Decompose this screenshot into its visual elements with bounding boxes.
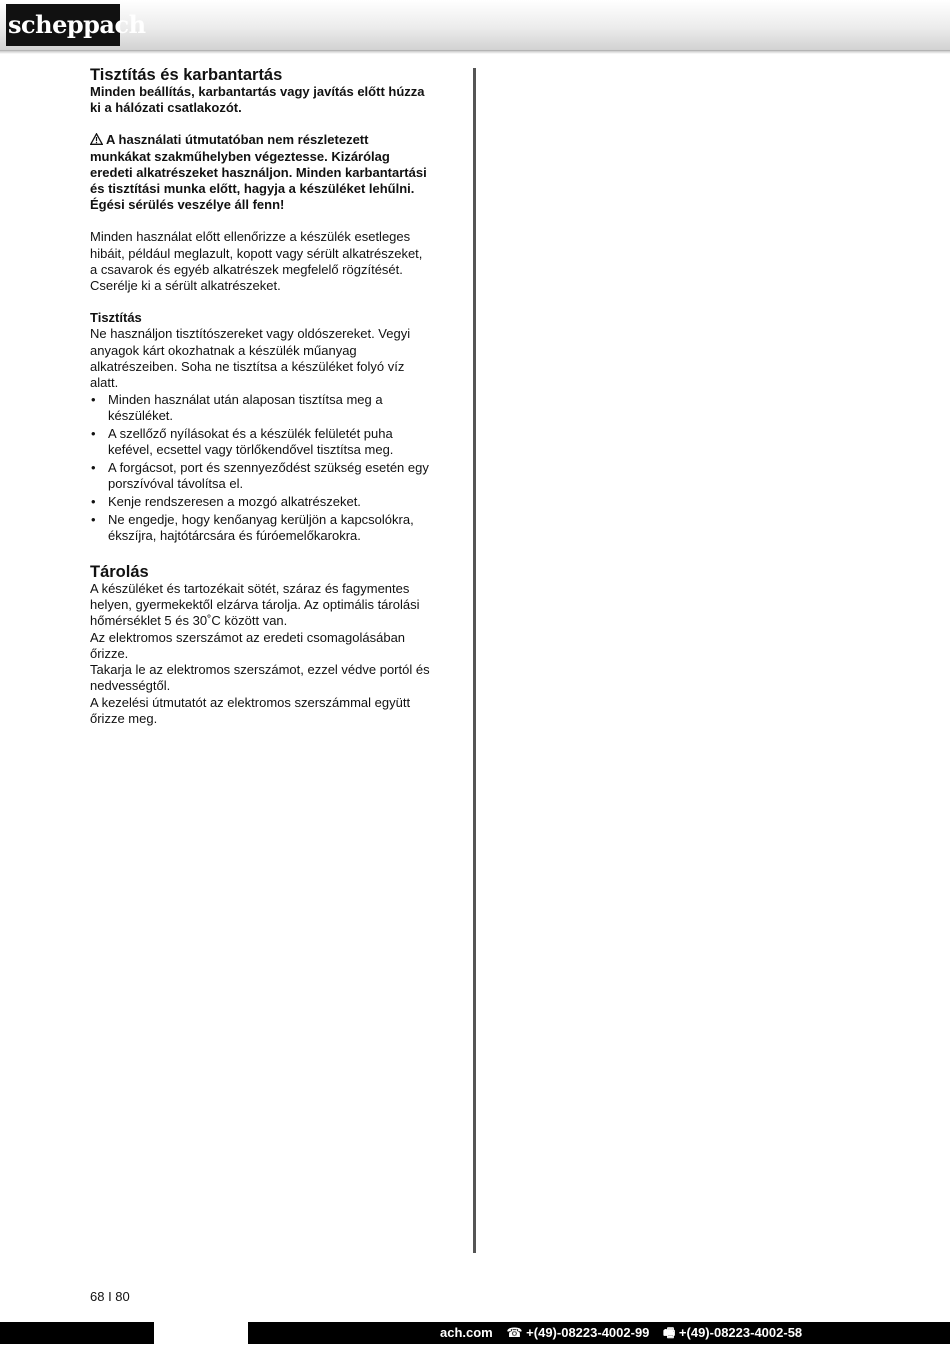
footer-bar bbox=[0, 1322, 950, 1344]
storage-paragraph: A kezelési útmutatót az elektromos szerszámmal együtt őrizze meg. bbox=[90, 694, 411, 726]
section-title-cleaning-maintenance: Tisztítás és karbantartás bbox=[90, 66, 283, 84]
list-item: • Ne engedje, hogy kenőanyag kerüljön a kapcsolókra, ékszíjra, hajtótárcsára és fúróemelőkarokra. bbox=[91, 511, 414, 543]
cleaning-heading: Tisztítás bbox=[90, 310, 142, 326]
storage-paragraph: A készüléket és tartozékait sötét, száraz és fagymentes helyen, gyermekektől elzárva tárolja. Az optimális tárolási hőmérséklet 5 és 30˚C között van. bbox=[90, 581, 420, 629]
safety-warning bbox=[90, 132, 432, 213]
brand-logo-text: scheppach bbox=[8, 10, 146, 39]
list-item: • Minden használat után alaposan tisztítsa meg a készüléket. bbox=[91, 392, 383, 424]
main-column bbox=[90, 66, 432, 727]
footer-phone: ☎ +(49)-08223-4002-99 bbox=[506, 1325, 650, 1340]
unplug-warning: Minden beállítás, karbantartás vagy javítás előtt húzza ki a hálózati csatlakozót. bbox=[90, 84, 425, 116]
footer-website[interactable]: ach.com bbox=[440, 1325, 493, 1340]
list-item: • A forgácsot, port és szennyeződést szükség esetén egy porszívóval távolítsa el. bbox=[91, 460, 429, 492]
list-item: • A szellőző nyílásokat és a készülék felületét puha kefével, ecsettel vagy törlőkendővel tisztítsa meg. bbox=[91, 426, 394, 458]
section-title-storage: Tárolás bbox=[90, 563, 149, 582]
footer-black-segment bbox=[0, 1322, 154, 1344]
header-shadow bbox=[0, 50, 950, 54]
brand-logo bbox=[6, 4, 146, 46]
list-item: • Kenje rendszeresen a mozgó alkatrészeket. bbox=[91, 493, 361, 509]
storage-paragraph: Az elektromos szerszámot az eredeti csomagolásában őrizze. bbox=[90, 629, 406, 661]
safety-warning-text: A használati útmutatóban nem részletezett munkákat szakműhelyben végeztesse. Kizárólag eredeti alkatrészeket használjon. Minden karbantartási és tisztítási munka előtt, hagyja a készüléket lehűlni. Égési sérülés veszélye áll fenn! bbox=[90, 132, 427, 213]
cleaning-bullet-list bbox=[90, 392, 432, 544]
inspection-paragraph: Minden használat előtt ellenőrizze a készülék esetleges hibáit, például meglazult, kopott vagy sérült alkatrészeket, a csavarok és egyéb alkatrészek megfelelő rögzítését. Cserélje ki a sérült alkatrészeket. bbox=[90, 229, 423, 294]
storage-paragraph: Takarja le az elektromos szerszámot, ezzel védve portól és nedvességtől. bbox=[90, 662, 430, 694]
warning-triangle-icon bbox=[90, 133, 103, 145]
footer-contact bbox=[440, 1325, 812, 1341]
cleaning-paragraph: Ne használjon tisztítószereket vagy oldószereket. Vegyi anyagok kárt okozhatnak a készülék műanyag alkatrészeiben. Soha ne tisztítsa a készüléket folyó víz alatt. bbox=[90, 326, 411, 391]
column-divider bbox=[473, 68, 476, 1253]
footer-fax: 🖷 +(49)-08223-4002-58 bbox=[663, 1325, 803, 1340]
page-number: 68 I 80 bbox=[90, 1289, 130, 1304]
